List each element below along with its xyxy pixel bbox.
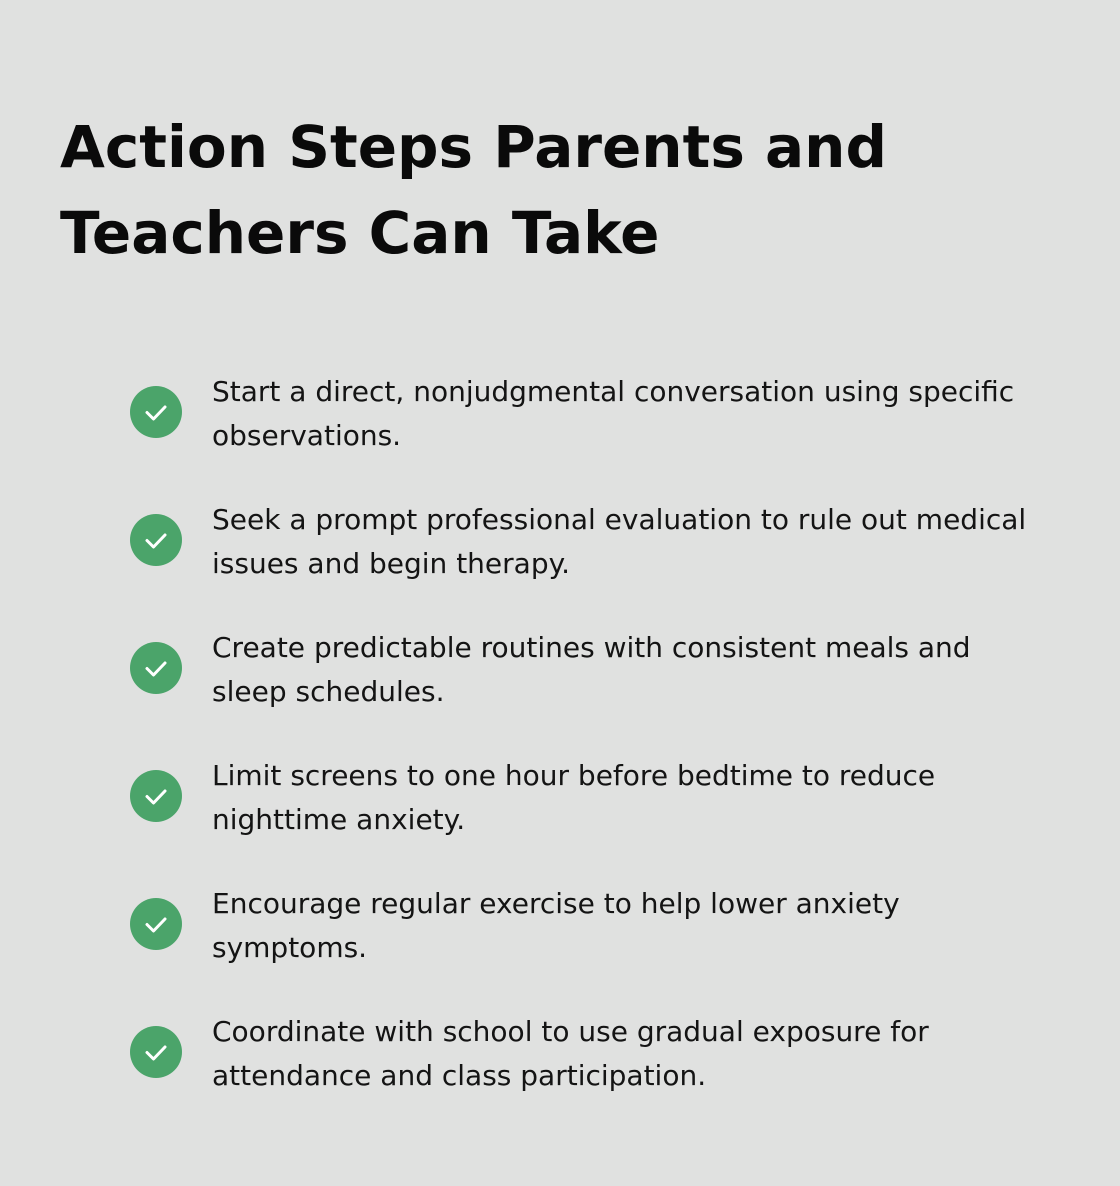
- list-item-text: Create predictable routines with consistent meals and sleep schedules.: [212, 631, 971, 708]
- list-item-text: Encourage regular exercise to help lower anxiety symptoms.: [212, 887, 900, 964]
- list-item: [130, 498, 1030, 626]
- list-item-text: Limit screens to one hour before bedtime to reduce nighttime anxiety.: [212, 759, 936, 836]
- check-icon: [130, 1026, 182, 1078]
- list-item: [130, 754, 1030, 882]
- list-item: [130, 370, 1030, 498]
- page-title: Action Steps Parents and Teachers Can Take: [60, 113, 887, 267]
- check-icon: [130, 514, 182, 566]
- list-item-text: Seek a prompt professional evaluation to rule out medical issues and begin therapy.: [212, 503, 1027, 580]
- check-icon: [130, 642, 182, 694]
- list-item-text: Start a direct, nonjudgmental conversation using specific observations.: [212, 375, 1015, 452]
- check-icon: [130, 386, 182, 438]
- list-item-text: Coordinate with school to use gradual exposure for attendance and class participation.: [212, 1015, 929, 1092]
- list-item: [130, 882, 1030, 1010]
- check-icon: [130, 898, 182, 950]
- list-item: [130, 626, 1030, 754]
- list-item: [130, 1010, 1030, 1138]
- action-steps-list: [130, 370, 1030, 1138]
- check-icon: [130, 770, 182, 822]
